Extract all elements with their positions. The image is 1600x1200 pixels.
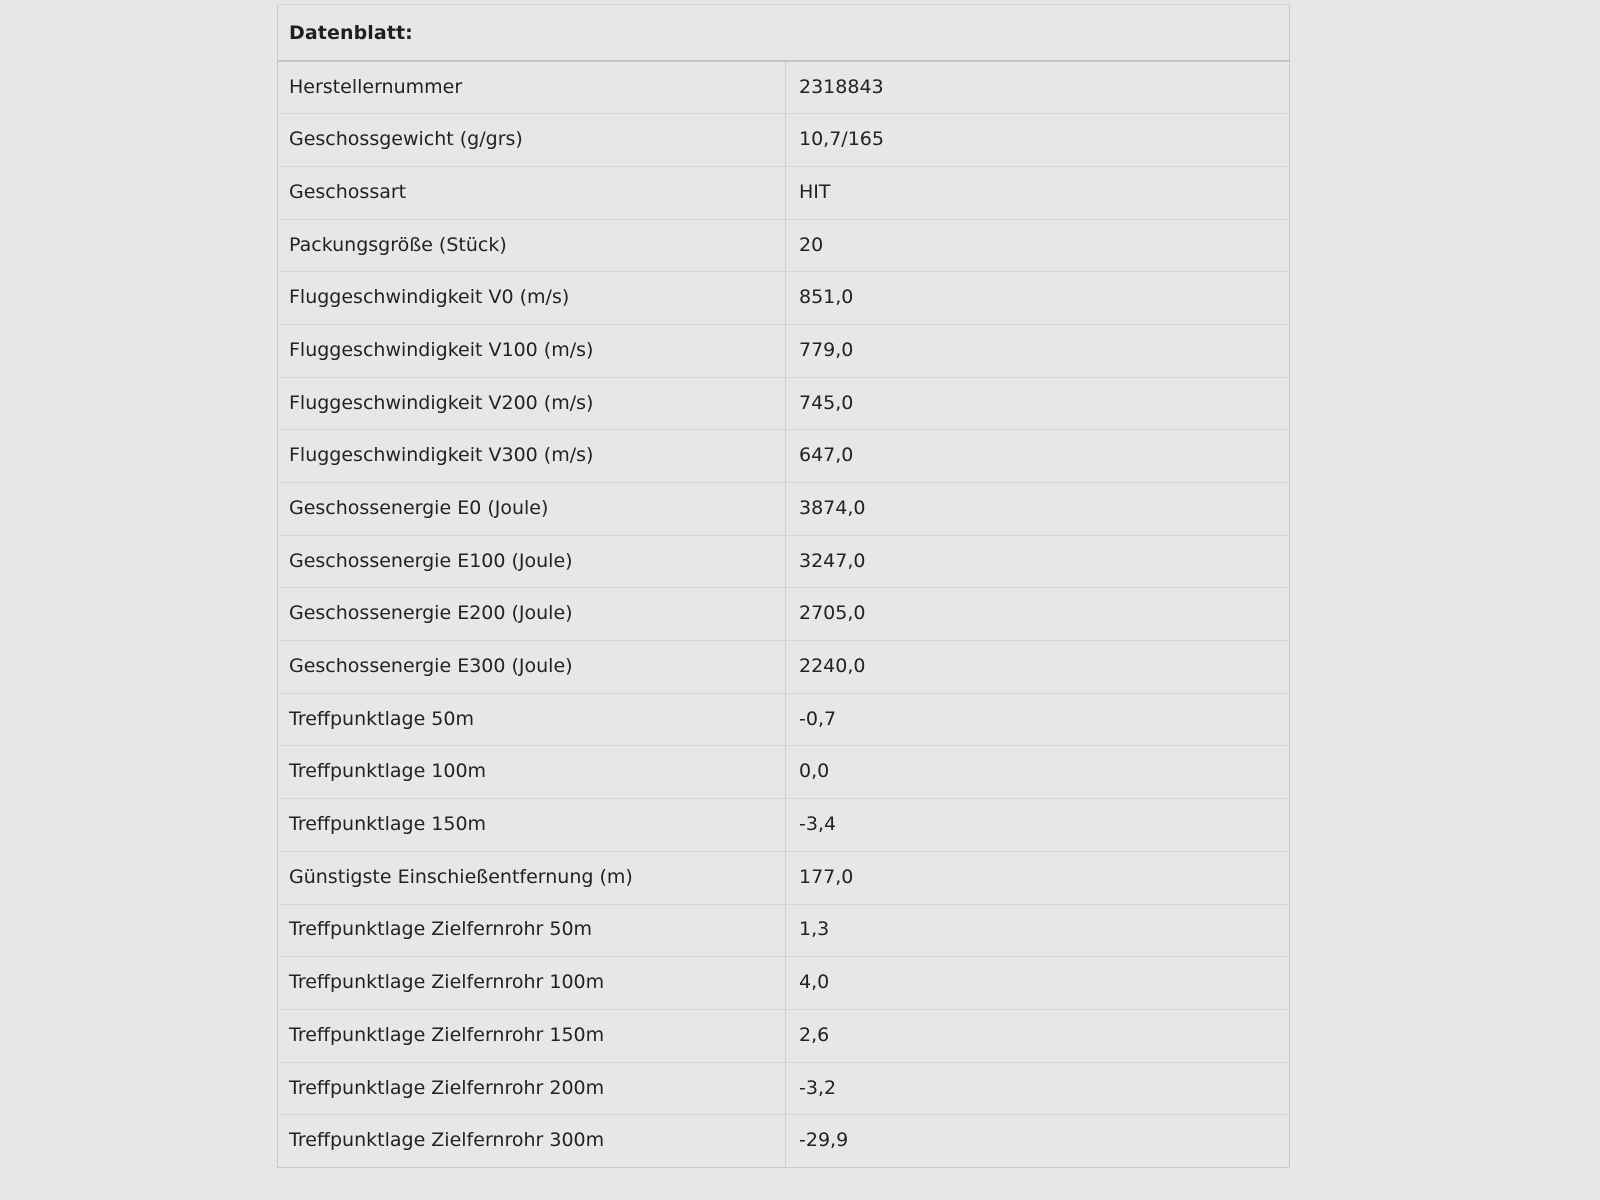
table-cell-value: [786, 1062, 1290, 1115]
table-row: [278, 219, 1290, 272]
row-value: -0,7: [799, 707, 837, 730]
row-value: -29,9: [799, 1129, 849, 1152]
table-cell-label: [278, 746, 786, 799]
table-cell-label: [278, 1009, 786, 1062]
row-value: 779,0: [799, 338, 854, 361]
table-row: [278, 535, 1290, 588]
row-value: 1,3: [799, 918, 830, 941]
row-label: Fluggeschwindigkeit V100 (m/s): [289, 338, 594, 361]
row-label: Treffpunktlage Zielfernrohr 150m: [289, 1023, 605, 1046]
table-cell-label: [278, 377, 786, 430]
table-cell-label: [278, 1115, 786, 1168]
table-cell-value: [786, 799, 1290, 852]
table-cell-value: [786, 219, 1290, 272]
row-value: 647,0: [799, 444, 854, 467]
datasheet-container: [277, 4, 1290, 1168]
table-row: [278, 324, 1290, 377]
row-label: Fluggeschwindigkeit V0 (m/s): [289, 286, 570, 309]
row-value: 177,0: [799, 865, 854, 888]
table-cell-label: [278, 693, 786, 746]
row-value: 851,0: [799, 286, 854, 309]
table-cell-label: [278, 324, 786, 377]
row-label: Treffpunktlage Zielfernrohr 50m: [289, 918, 593, 941]
row-value: HIT: [799, 180, 831, 203]
row-value: 2240,0: [799, 655, 866, 678]
table-row: [278, 904, 1290, 957]
table-row: [278, 114, 1290, 167]
table-cell-label: [278, 272, 786, 325]
table-row: [278, 746, 1290, 799]
table-cell-label: [278, 219, 786, 272]
row-label: Packungsgröße (Stück): [289, 233, 507, 256]
table-cell-value: [786, 693, 1290, 746]
row-value: 2318843: [799, 75, 884, 98]
table-cell-value: [786, 114, 1290, 167]
row-label: Geschossenergie E100 (Joule): [289, 549, 573, 572]
datasheet-title: Datenblatt:: [278, 5, 1290, 62]
datasheet-title-row: [278, 5, 1290, 62]
row-label: Treffpunktlage 150m: [289, 813, 487, 836]
table-cell-label: [278, 166, 786, 219]
row-label: Treffpunktlage 50m: [289, 707, 474, 730]
datasheet-table: [277, 4, 1290, 1168]
row-label: Geschossenergie E0 (Joule): [289, 496, 549, 519]
row-label: Treffpunktlage 100m: [289, 760, 487, 783]
row-label: Geschossenergie E300 (Joule): [289, 655, 573, 678]
table-cell-value: [786, 641, 1290, 694]
table-cell-value: [786, 272, 1290, 325]
table-row: [278, 272, 1290, 325]
table-cell-label: [278, 430, 786, 483]
table-row: [278, 957, 1290, 1010]
table-cell-value: [786, 377, 1290, 430]
row-label: Herstellernummer: [289, 75, 463, 98]
table-cell-label: [278, 799, 786, 852]
table-row: [278, 430, 1290, 483]
table-row: [278, 588, 1290, 641]
table-cell-label: [278, 904, 786, 957]
row-label: Geschossart: [289, 180, 407, 203]
table-row: [278, 1062, 1290, 1115]
table-row: [278, 851, 1290, 904]
table-cell-label: [278, 535, 786, 588]
table-cell-label: [278, 851, 786, 904]
row-value: -3,4: [799, 813, 837, 836]
row-label: Geschossgewicht (g/grs): [289, 128, 523, 151]
table-cell-label: [278, 114, 786, 167]
table-cell-label: [278, 483, 786, 536]
table-cell-value: [786, 851, 1290, 904]
row-value: 3874,0: [799, 496, 866, 519]
table-row: [278, 693, 1290, 746]
row-label: Treffpunktlage Zielfernrohr 100m: [289, 971, 605, 994]
row-value: 3247,0: [799, 549, 866, 572]
table-row: [278, 1115, 1290, 1168]
table-cell-value: [786, 1115, 1290, 1168]
table-cell-value: [786, 324, 1290, 377]
table-cell-label: [278, 641, 786, 694]
row-value: 2705,0: [799, 602, 866, 625]
table-row: [278, 799, 1290, 852]
table-cell-value: [786, 957, 1290, 1010]
row-label: Treffpunktlage Zielfernrohr 300m: [289, 1129, 605, 1152]
table-cell-label: [278, 61, 786, 114]
row-value: 0,0: [799, 760, 830, 783]
datasheet-table-head: [278, 5, 1290, 62]
row-label: Geschossenergie E200 (Joule): [289, 602, 573, 625]
table-cell-value: [786, 166, 1290, 219]
row-label: Treffpunktlage Zielfernrohr 200m: [289, 1076, 605, 1099]
row-value: 4,0: [799, 971, 830, 994]
table-cell-value: [786, 430, 1290, 483]
table-cell-value: [786, 61, 1290, 114]
table-row: [278, 61, 1290, 114]
row-label: Fluggeschwindigkeit V200 (m/s): [289, 391, 594, 414]
table-row: [278, 1009, 1290, 1062]
table-cell-label: [278, 957, 786, 1010]
datasheet-table-body: [278, 61, 1290, 1167]
table-cell-label: [278, 1062, 786, 1115]
table-cell-value: [786, 483, 1290, 536]
table-row: [278, 166, 1290, 219]
row-value: 2,6: [799, 1023, 830, 1046]
table-cell-value: [786, 535, 1290, 588]
table-cell-value: [786, 588, 1290, 641]
row-label: Günstigste Einschießentfernung (m): [289, 865, 633, 888]
row-label: Fluggeschwindigkeit V300 (m/s): [289, 444, 594, 467]
table-cell-value: [786, 1009, 1290, 1062]
row-value: 10,7/165: [799, 128, 884, 151]
table-row: [278, 377, 1290, 430]
row-value: 20: [799, 233, 824, 256]
table-cell-value: [786, 904, 1290, 957]
row-value: 745,0: [799, 391, 854, 414]
table-cell-label: [278, 588, 786, 641]
table-row: [278, 641, 1290, 694]
table-row: [278, 483, 1290, 536]
row-value: -3,2: [799, 1076, 837, 1099]
table-cell-value: [786, 746, 1290, 799]
